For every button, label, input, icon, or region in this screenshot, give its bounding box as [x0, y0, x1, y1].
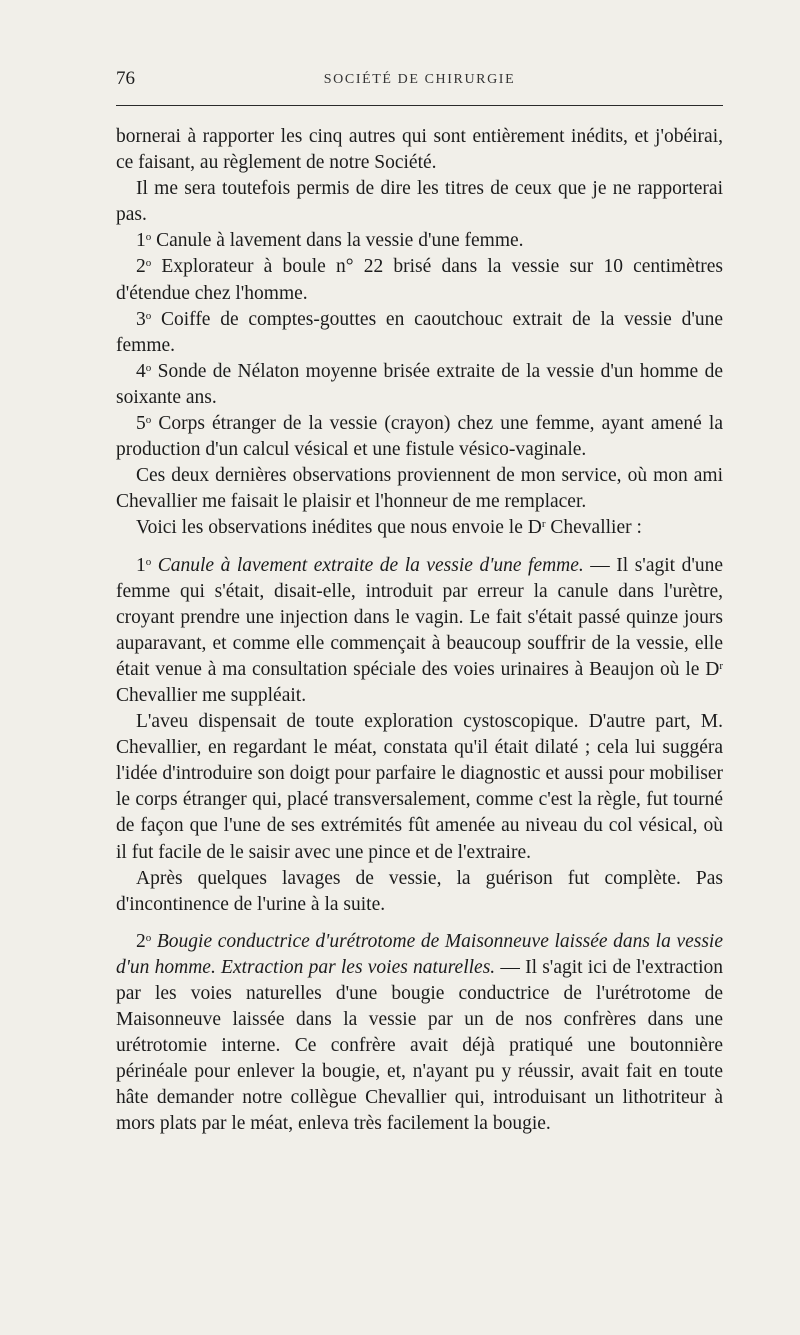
- observation-1: 1$^o$ Canule à lavement extraite de la vessie d'une femme. — Il s'agit d'une femme qui s'était, disait-elle, introduit par erreur la canule dans l'urètre, croyant prendre une injection dans le vagin. Le fait s'était passé quinze jours auparavant, et comme elle commençait à beaucoup souffrir de la vessie, elle était venue à ma consultation spéciale des voies urinaires à Beaujon où le $D^r$ Chevallier me suppléait.: [116, 554, 723, 706]
- page-number: 76: [116, 68, 135, 89]
- paragraph-continuation: bornerai à rapporter les cinq autres qui sont entièrement inédits, et j'obéirai, ce faisant, au règlement de notre Société.: [116, 126, 723, 174]
- observation-1-paragraph-2: L'aveu dispensait de toute exploration cystoscopique. D'autre part, M. Chevallier, en regardant le méat, constata qu'il était dilaté ; cela lui suggéra l'idée d'introduire son doigt pour parfaire le diagnostic et aussi pour mobiliser le corps étranger qui, placé transversalement, comme c'est la règle, fut tourné de façon que l'une de ses extrémités fût amenée au niveau du col vésical, où il fut facile de le saisir avec une pince et de l'extraire.: [116, 711, 723, 863]
- observation-1-paragraph-3: Après quelques lavages de vessie, la guérison fut complète. Pas d'incontinence de l'urine à la suite.: [116, 867, 723, 915]
- list-item-4: 4$^o$ Sonde de Nélaton moyenne brisée extraite de la vessie d'un homme de soixante ans.: [116, 360, 723, 408]
- list-item-1: 1$^o$ Canule à lavement dans la vessie d'une femme.: [136, 230, 524, 252]
- running-title: SOCIÉTÉ DE CHIRURGIE: [323, 72, 516, 87]
- header-rule: [116, 105, 723, 106]
- paragraph-observations-intro: Voici les observations inédites que nous envoie le $D^r$ Chevallier :: [136, 517, 642, 539]
- list-item-5: 5$^o$ Corps étranger de la vessie (crayon) chez une femme, ayant amené la production d'un calcul vésical et une fistule vésico-vaginale.: [116, 413, 723, 461]
- observation-2-title: Bougie conductrice d'urétrotome de Maisonneuve laissée dans la vessie d'un homme. Extraction par les voies naturelles.: [116, 930, 723, 978]
- paragraph-titles-intro: Il me sera toutefois permis de dire les titres de ceux que je ne rapporterai pas.: [116, 178, 723, 226]
- body-text: [116, 124, 723, 1138]
- observation-2: 2$^o$ Bougie conductrice d'urétrotome de Maisonneuve laissée dans la vessie d'un homme. Extraction par les voies naturelles. — Il s'agit ici de l'extraction par les voies naturelles d'une bougie conductrice de l'urétrotome de Maisonneuve laissée dans la vessie par un de nos confrères dans une urétrotomie interne. Ce confrère avait déjà pratiqué une boutonnière périnéale pour enlever la bougie, et, n'ayant pu y réussir, avait fait en toute hâte demander notre collègue Chevallier qui, introduisant un lithotriteur à mors plats par le méat, enleva très facilement la bougie.: [116, 930, 723, 1135]
- list-item-2: 2$^o$ Explorateur à boule n° 22 brisé dans la vessie sur 10 centimètres d'étendue chez l'homme.: [116, 256, 723, 304]
- running-head: [116, 68, 723, 94]
- observation-1-title: Canule à lavement extraite de la vessie d'une femme.: [151, 554, 584, 576]
- list-item-3: 3$^o$ Coiffe de comptes-gouttes en caoutchouc extrait de la vessie d'une femme.: [116, 308, 723, 356]
- paragraph-service: Ces deux dernières observations proviennent de mon service, où mon ami Chevallier me faisait le plaisir et l'honneur de me remplacer.: [116, 465, 723, 513]
